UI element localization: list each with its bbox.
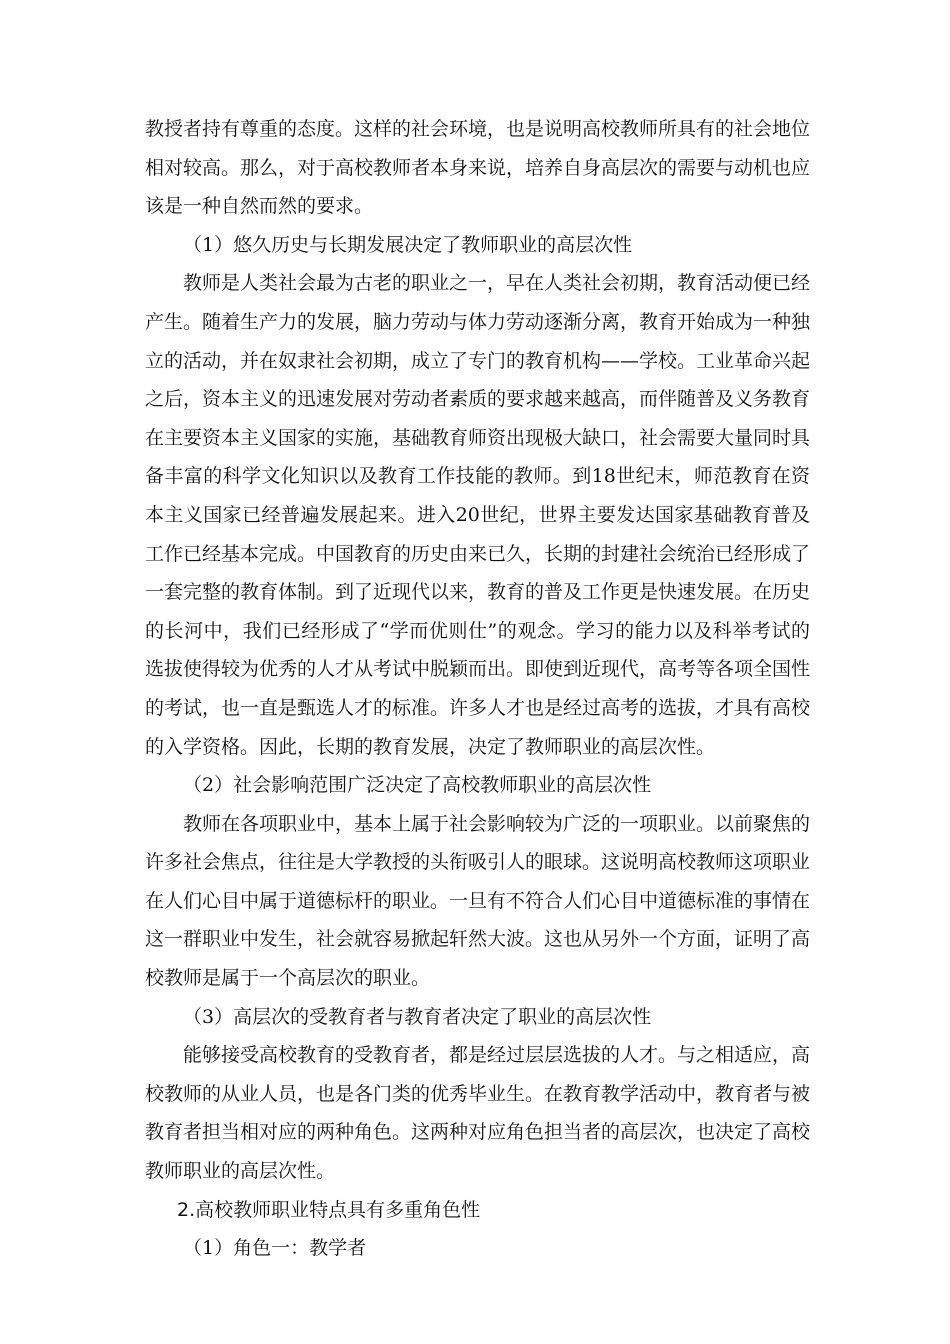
body-paragraph: 教授者持有尊重的态度。这样的社会环境，也是说明高校教师所具有的社会地位相对较高。那么，对于高校教师者本身来说，培养自身高层次的需要与动机也应该是一种自然而然的要求。	[145, 118, 811, 218]
subsection-title: （1）角色一：教学者	[183, 1237, 367, 1260]
subsection-title: （3）高层次的受教育者与教育者决定了职业的高层次性	[183, 1005, 652, 1028]
subsection-title: （2）社会影响范围广泛决定了高校教师职业的高层次性	[183, 774, 652, 797]
body-paragraph: 能够接受高校教育的受教育者，都是经过层层选拔的人才。与之相适应，高校教师的从业人员，也是各门类的优秀毕业生。在教育教学活动中，教育者与被教育者担当相对应的两种角色。这两种对应角色担当者的高层次，也决定了高校教师职业的高层次性。	[145, 1044, 811, 1183]
body-paragraph: 教师是人类社会最为古老的职业之一，早在人类社会初期，教育活动便已经产生。随着生产力的发展，脑力劳动与体力劳动逐渐分离，教育开始成为一种独立的活动，并在奴隶社会初期，成立了专门的教育机构——学校。工业革命兴起之后，资本主义的迅速发展对劳动者素质的要求越来越高，而伴随普及义务教育在主要资本主义国家的实施，基础教育师资出现极大缺口，社会需要大量同时具备丰富的科学文化知识以及教育工作技能的教师。到18世纪末，师范教育在资本主义国家已经普遍发展起来。进入20世纪，世界主要发达国家基础教育普及工作已经基本完成。中国教育的历史由来已久，长期的封建社会统治已经形成了一套完整的教育体制。到了近现代以来，教育的普及工作更是快速发展。在历史的长河中，我们已经形成了“学而优则仕”的观念。学习的能力以及科举考试的选拔使得较为优秀的人才从考试中脱颖而出。即使到近现代，高考等各项全国性的考试，也一直是甄选人才的标准。许多人才也是经过高考的选拔，才具有高校的入学资格。因此，长期的教育发展，决定了教师职业的高层次性。	[145, 272, 811, 758]
subsection-title: （1）悠久历史与长期发展决定了教师职业的高层次性	[183, 233, 633, 256]
section-heading: 2.高校教师职业特点具有多重角色性	[177, 1198, 481, 1221]
body-paragraph: 教师在各项职业中，基本上属于社会影响较为广泛的一项职业。以前聚焦的许多社会焦点，往往是大学教授的头衔吸引人的眼球。这说明高校教师这项职业在人们心目中属于道德标杆的职业。一旦有不符合人们心目中道德标准的事情在这一群职业中发生，社会就容易掀起轩然大波。这也从另外一个方面，证明了高校教师是属于一个高层次的职业。	[145, 812, 811, 990]
document-page	[145, 110, 810, 1268]
